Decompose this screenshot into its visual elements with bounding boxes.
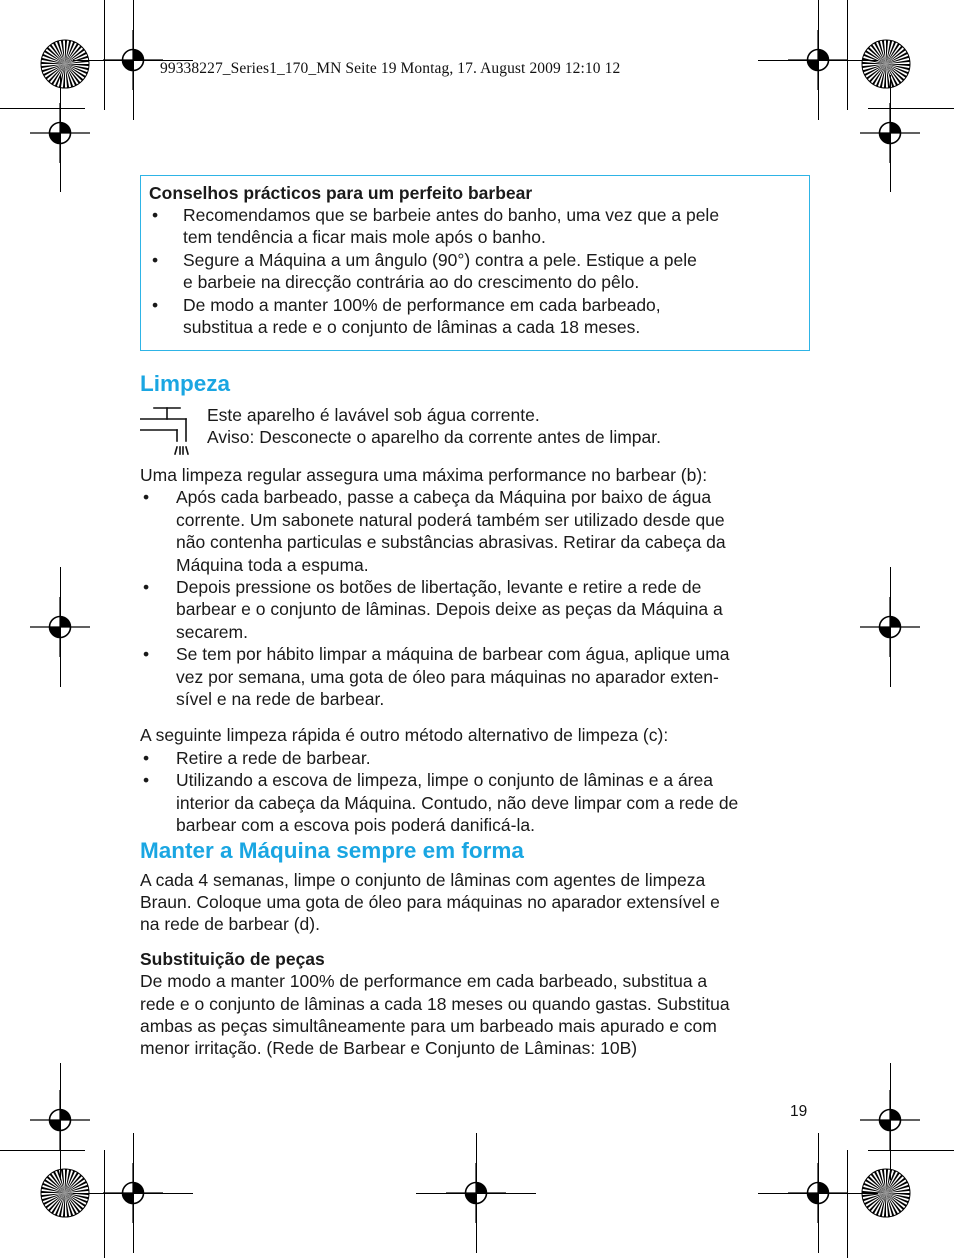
star-target-icon (40, 39, 90, 89)
list-item (140, 747, 820, 769)
quick-cleaning-intro: A seguinte limpeza rápida é outro método alternativo de limpeza (c): (140, 725, 669, 746)
tips-item-line: • Recomendamos que se barbeie antes do banho, uma vez que a pele (183, 205, 720, 225)
list-item-line: barbear com a escova pois poderá danificá-la. (176, 815, 535, 836)
list-item-line: corrente. Um sabonete natural poderá também ser utilizado desde que (176, 509, 725, 530)
list-item-line: • Utilizando a escova de limpeza, limpe o conjunto de lâminas e a área (176, 770, 713, 791)
crop-mark (0, 1150, 85, 1151)
replacement-title: Substituição de peças (140, 948, 325, 969)
cleaning-heading: Limpeza (140, 371, 231, 396)
main-content (140, 370, 820, 1060)
list-item-line: • Se tem por hábito limpar a máquina de barbear com água, aplique uma (176, 644, 730, 665)
crop-mark (476, 1133, 477, 1253)
crop-mark (60, 567, 61, 687)
list-item-line: vez por semana, uma gota de óleo para máquinas no aparador exten- (176, 666, 719, 687)
crop-mark (847, 1150, 848, 1258)
text-line: Braun. Coloque uma gota de óleo para máquinas no aparador extensível e (140, 891, 720, 912)
crop-mark (890, 567, 891, 687)
list-item (140, 769, 820, 836)
text-line: rede e o conjunto de lâminas a cada 18 meses ou quando gastas. Substitua (140, 993, 730, 1014)
crop-mark (133, 1133, 134, 1253)
tips-item-line: tem tendência a ficar mais mole após o banho. (183, 227, 546, 248)
tips-title: Conselhos prácticos para um perfeito barbear (149, 183, 533, 203)
crop-mark (104, 1150, 105, 1258)
washable-notice-text (207, 404, 661, 449)
washable-notice (140, 404, 820, 452)
list-item-line: • Depois pressione os botões de libertação, levante e retire a rede de (176, 577, 702, 598)
text-line: menor irritação. (Rede de Barbear e Conjunto de Lâminas: 10B) (140, 1038, 638, 1059)
text-line: A cada 4 semanas, limpe o conjunto de lâminas com agentes de limpeza (140, 869, 706, 890)
disconnect-warning: Aviso: Desconecte o aparelho da corrente antes de limpar. (207, 427, 661, 448)
tips-item (149, 204, 799, 249)
crop-mark (890, 75, 891, 192)
crop-mark (868, 1150, 954, 1151)
crop-mark (818, 0, 819, 120)
crop-mark (133, 0, 134, 120)
cleaning-list (140, 486, 820, 710)
faucet-icon (140, 406, 196, 458)
text-line: na rede de barbear (d). (140, 914, 320, 935)
list-item-line: barbear e o conjunto de lâminas. Depois deixe as peças da Máquina a (176, 599, 723, 620)
crop-mark (60, 1063, 61, 1180)
tips-item-line: substitua a rede e o conjunto de lâminas a cada 18 meses. (183, 317, 641, 338)
tips-list (149, 204, 799, 338)
crop-mark (60, 75, 61, 192)
cleaning-intro: Uma limpeza regular assegura uma máxima performance no barbear (b): (140, 465, 708, 485)
list-item (140, 576, 820, 643)
list-item-line: interior da cabeça da Máquina. Contudo, não deve limpar com a rede de (176, 792, 739, 813)
tips-item-line: • Segure a Máquina a um ângulo (90°) contra a pele. Estique a pele (183, 249, 697, 270)
maintenance-text (140, 869, 820, 936)
list-item-line: • Após cada barbeado, passe a cabeça da Máquina por baixo de água (176, 487, 712, 508)
text-line: ambas as peças simultâneamente para um barbeado mais apurado e com (140, 1015, 717, 1036)
list-item (140, 643, 820, 710)
list-item-line: Máquina toda a espuma. (176, 554, 369, 575)
star-target-icon (861, 39, 911, 89)
tips-box (140, 175, 810, 351)
tips-item (149, 249, 799, 294)
tips-item (149, 294, 799, 339)
print-header: 99338227_Series1_170_MN Seite 19 Montag, 17. August 2009 12:10 12 (160, 60, 621, 77)
list-item (140, 486, 820, 576)
crop-mark (890, 1063, 891, 1180)
list-item-line: sível e na rede de barbear. (176, 689, 385, 710)
tips-item-line: • De modo a manter 100% de performance em cada barbeado, (183, 294, 661, 315)
list-item-line: • Retire a rede de barbear. (176, 747, 371, 768)
list-item-line: não contenha particulas e substâncias abrasivas. Retirar da cabeça da (176, 532, 726, 553)
maintenance-heading: Manter a Máquina sempre em forma (140, 837, 524, 863)
replacement-text (140, 970, 820, 1060)
washable-line: Este aparelho é lavável sob água corrente. (207, 405, 540, 425)
quick-cleaning-list (140, 747, 820, 837)
tips-item-line: e barbeie na direcção contrária ao do crescimento do pêlo. (183, 272, 640, 293)
page-number: 19 (790, 1103, 808, 1120)
crop-mark (818, 1133, 819, 1253)
text-line: De modo a manter 100% de performance em cada barbeado, substitua a (140, 971, 708, 992)
list-item-line: secarem. (176, 621, 248, 642)
